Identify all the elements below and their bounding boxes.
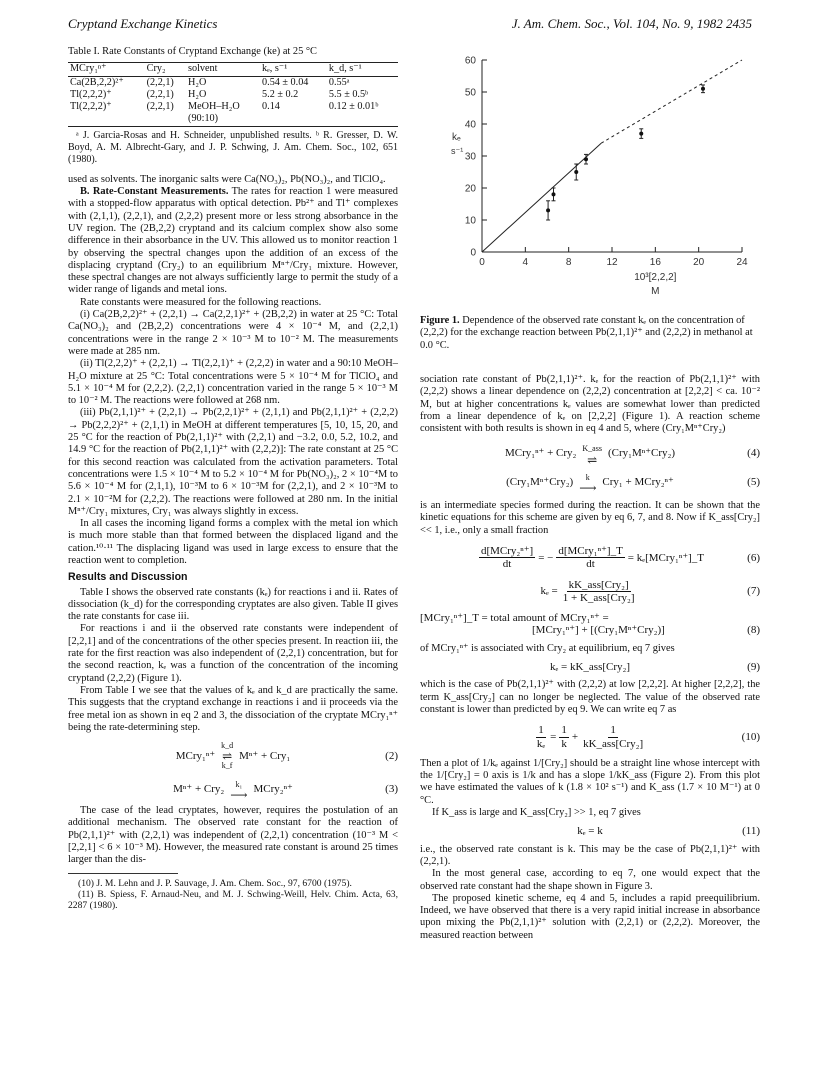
paragraph: (i) Ca(2B,2,2)²⁺ + (2,2,1) → Ca(2,2,1)²⁺ + (2B,2,2) in water at 25 °C: Total Ca(NO₃)₂ and (2B,2,2) concentrations were 4 × 10⁻⁴ M, and (2,2,1) concentrations were in the range 2 × 10⁻³ M to 10⁻² M. The measurements were made at 285 nm.: [68, 309, 398, 357]
eq-line: [MCry₁ⁿ⁺]_T = total amount of MCry₁ⁿ⁺ =: [420, 612, 609, 625]
denominator: k: [561, 737, 567, 750]
denominator: kₑ: [536, 737, 546, 750]
paragraph: For reactions i and ii the observed rate constants were independent of [2,2,1] and of the concentrations of the other species present. In reaction iii, the rate for the first reaction was also independent of (2,2,1) concentration, but for the second reaction, kₑ was a function of the concentration of the incoming cryptand (2,2,2) (Figure 1).: [68, 623, 398, 684]
linear-fit-line: [482, 143, 601, 252]
eq-term: MCry₂ⁿ⁺: [253, 782, 293, 795]
eq-term: = kₑ[MCry₁ⁿ⁺]_T: [627, 551, 705, 564]
paragraph: Table I shows the observed rate constants (kₑ) for reactions i and ii. Rates of dissociation (k_d) for the corresponding cryptates are also given. Table II gives the rate constants for case iii.: [68, 586, 398, 623]
paragraph: is an intermediate species formed during the reaction. It can be shown that the kinetic equations for this scheme are given by eq 6, 7, and 8. Now if K_ass[Cry₂] << 1, i.e., only a small fraction: [420, 500, 760, 536]
y-tick-label: 60: [464, 55, 476, 67]
reference: (10) J. M. Lehn and J. P. Sauvage, J. Am. Chem. Soc., 97, 6700 (1975).: [78, 877, 352, 889]
figure-1-plot: [420, 48, 760, 310]
rate-label: k: [585, 472, 590, 482]
equation-number: (10): [741, 730, 760, 743]
paragraph: i.e., the observed rate constant is k. This may be the case of Pb(2,1,1)²⁺ with (2,2,1).: [420, 843, 760, 867]
subsection-heading: B. Rate-Constant Measurements.: [80, 186, 229, 198]
denominator: dt: [502, 558, 512, 571]
paragraph: In the most general case, according to eq 7, one would expect that the observed rate constant had the shape shown in Figure 3.: [420, 868, 760, 892]
equation-10: [420, 724, 760, 750]
data-point: [701, 87, 705, 91]
table-cell: (2,2,1): [146, 101, 174, 113]
denominator: 1 + K_ass[Cry₂]: [562, 591, 635, 604]
running-header-left: Cryptand Exchange Kinetics: [68, 16, 218, 31]
paragraph: (ii) Tl(2,2,2)⁺ + (2,2,1) → Tl(2,2,1)⁺ + (2,2,2) in water and a 90:10 MeOH–H₂O mixture at 25 °C: Total concentrations were 5 × 10⁻⁴ M for TlClO₄ and 5.1 × 10⁻⁴ M for (2,2,2). (2,2,1) concentration varied in the range 5 × 10⁻³ M to 10⁻² M. The reactions were followed at 268 nm.: [68, 358, 398, 407]
eq-term: MCry₁ⁿ⁺ + Cry₂: [504, 447, 577, 460]
eq-term: +: [571, 730, 579, 743]
section-heading: Results and Discussion: [68, 571, 188, 584]
eq-term: (Cry₁Mⁿ⁺Cry₂): [506, 475, 574, 488]
fraction: [559, 724, 569, 750]
rate-constants-table: [68, 62, 398, 126]
data-point: [584, 157, 588, 161]
equation-9: [420, 661, 760, 673]
table-cell: 5.5 ± 0.5ᵇ: [328, 88, 369, 100]
eq-term: Mⁿ⁺ + Cry₂: [173, 782, 225, 795]
eq-term: Cry₁ + MCry₂ⁿ⁺: [602, 475, 674, 488]
equation-8: [420, 612, 760, 637]
table-header-cell: MCry₁ⁿ⁺: [70, 63, 107, 75]
equation-number: (6): [747, 551, 760, 564]
table-header-cell: Cry₂: [146, 63, 166, 75]
equation-2: [68, 740, 398, 773]
equation-number: (8): [747, 624, 760, 637]
rate-label: K_ass: [582, 444, 602, 454]
table-cell: 0.12 ± 0.01ᵇ: [328, 101, 379, 113]
table-cell: Ca(2B,2,2)²⁺: [70, 76, 124, 88]
table-row: [68, 76, 398, 89]
rate-label: k_d: [221, 741, 234, 751]
paragraph: [68, 186, 398, 297]
table-cell: H₂O: [188, 88, 207, 100]
x-tick-label: 24: [736, 257, 748, 268]
equation-5: [420, 472, 760, 496]
numerator: d[MCry₂ⁿ⁺]: [480, 544, 534, 557]
paragraph: used as solvents. The inorganic salts were Ca(NO₃)₂, Pb(NO₃)₂, and TlClO₄.: [68, 173, 386, 185]
numerator: 1: [561, 724, 567, 737]
fraction: [561, 579, 637, 605]
extrapolated-fit-line: [601, 60, 742, 143]
numerator: 1: [610, 724, 616, 737]
y-tick-label: 0: [470, 247, 476, 259]
paragraph: The proposed kinetic scheme, eq 4 and 5, includes a rapid preequilibrium. Indeed, we have observed that there is a very rapid initial increase in absorbance upon mixing the Pb(2,1,1)²⁺ solution with (2,2,1) or (2,2,2). Moreover, the measured reaction between: [420, 892, 760, 941]
equilibrium-arrow: k_d ⇌ k_f: [221, 740, 233, 773]
footnote-divider: [68, 873, 178, 874]
equation-number: (2): [385, 750, 398, 763]
paragraph: sociation rate constant of Pb(2,1,1)²⁺. kₑ for the reaction of Pb(2,1,1)²⁺ with (2,2,2) shows a linear dependence on (2,2,2) concentration at [2,2,2] < ca. 10⁻² M, but at higher concentrations kₑ values are somewhat lower than predicted from a linear dependence of kₑ on [2,2,2] (Figure 1). A reaction scheme consistent with both results is shown in eq 4 and 5, where (Cry₁Mⁿ⁺Cry₂): [420, 374, 760, 435]
fraction: [535, 724, 547, 750]
paragraph: From Table I we see that the values of kₑ and k_d are practically the same. This suggests that the cryptand exchange in reactions i and ii proceeds via the free metal ion as shown in eq 2 and 3, the dissociation of the cryptate MCry₁ⁿ⁺ being the rate-determining step.: [68, 684, 398, 733]
y-tick-label: 50: [464, 87, 476, 99]
reference: (11) B. Spiess, F. Arnaud-Neu, and M. J. Schwing-Weill, Helv. Chim. Acta, 63, 2287 (1980).: [68, 888, 398, 912]
table-cell: (2,2,1): [146, 88, 174, 100]
eq-term: MCry₁ⁿ⁺: [175, 750, 216, 763]
x-axis-label: 10³[2,2,2]: [634, 272, 677, 283]
figure-caption: [420, 315, 760, 352]
table-row: [68, 89, 398, 101]
y-tick-label: 20: [464, 183, 476, 195]
x-tick-label: 20: [693, 257, 705, 268]
table-cell: Tl(2,2,2)⁺: [70, 101, 112, 113]
equation-number: (11): [742, 825, 760, 838]
table-cell: 0.54 ± 0.04: [262, 76, 309, 88]
x-tick-label: 0: [479, 257, 485, 268]
eq-term: Mⁿ⁺ + Cry₁: [239, 750, 291, 763]
eq-term: =: [550, 730, 557, 743]
fraction: [581, 724, 645, 750]
table-cell: 5.2 ± 0.2: [262, 88, 299, 100]
denominator: dt: [586, 558, 595, 571]
data-point: [639, 132, 643, 136]
equation-7: [420, 579, 760, 605]
references: [68, 878, 398, 912]
equation-number: (9): [747, 661, 760, 674]
equilibrium-arrow: K_ass ⇌: [582, 444, 602, 467]
equation-11: [420, 825, 760, 837]
eq-term: kₑ = k: [577, 825, 603, 838]
eq-line: [MCry₁ⁿ⁺] + [(Cry₁Mⁿ⁺Cry₂)]: [532, 624, 665, 637]
table-cell: H₂O: [188, 76, 207, 88]
paragraph: Rate constants were measured for the following reactions.: [80, 296, 322, 308]
equation-3: [68, 779, 398, 803]
x-tick-label: 12: [606, 257, 618, 268]
reaction-arrow: k₁ ⟶: [230, 779, 248, 803]
equation-4: [420, 443, 760, 467]
denominator: kK_ass[Cry₂]: [583, 737, 644, 750]
table-header-cell: solvent: [188, 63, 218, 75]
paragraph: (iii) Pb(2,1,1)²⁺ + (2,2,1) → Pb(2,2,1)²⁺ + (2,1,1) and Pb(2,1,1)²⁺ + (2,2,2) → Pb(2,2,2)²⁺ + (2,1,1) in MeOH at different temperatures [5, 10, 15, 20, and 25 °C for the reaction of Pb(2,1,1)²⁺ with (2,2,1) and −3.2, 0.0, 5.2, 10.2, and 14.9 °C for the reaction of Pb(2,1,1)²⁺ with (2,2,2)]: The rate constant at 25 °C for this second reaction was calculated from the activation parameters. Total concentrations were 1.5 × 10⁻⁴ M to 5.2 × 10⁻⁴ M for Pb(NO₃)₂, 2 × 10⁻⁴M to 5.6 × 10⁻⁴ M for (2,1,1), 10⁻³M to 6 × 10⁻³M for (2,2,1), and 2 × 10⁻³M to 2.1 × 10⁻²M for (2,2,2). The reactions were followed at 280 nm. In the initial Mⁿ⁺/Cry₁ mixtures, Cry₁ was always slightly in excess.: [68, 407, 398, 517]
y-tick-label: 30: [464, 151, 476, 163]
paragraph: If K_ass is large and K_ass[Cry₂] >> 1, eq 7 gives: [432, 807, 641, 819]
paragraph-text: The rates for reaction 1 were measured with a stopped-flow apparatus with optical detection. Pb²⁺ and Tl⁺ complexes with (2,1,1), (2,2,1), and (2,2,2) present more or less strong absorbance in the UV region. The (2B,2,2) cryptand and its calcium complex show also some difference in their absorbance in the UV. This allowed us to monitor reaction 1 by observing the spectral changes upon the addition of an excess of the displacing cryptand (Cry₂) to an equilibrium Mⁿ⁺/Cry₁ mixture. However, these spectral changes are not always sufficiently large to permit the study of a wider range of ligands and metal ions.: [68, 186, 398, 296]
y-tick-label: 40: [464, 119, 476, 131]
rate-label: k₁: [235, 779, 243, 789]
x-tick-label: 4: [522, 257, 529, 268]
table-header-cell: kₑ, s⁻¹: [262, 63, 288, 75]
right-column: [420, 374, 760, 942]
y-axis-label: kₑ: [452, 132, 461, 143]
table-caption: Table I. Rate Constants of Cryptand Exchange (ke) at 25 °C: [68, 46, 317, 57]
table-cell: 0.14: [262, 101, 280, 113]
eq-term: kₑ = kK_ass[Cry₂]: [549, 661, 631, 674]
numerator: 1: [538, 724, 544, 737]
data-point: [574, 170, 578, 174]
table-cell: 0.55ᵃ: [328, 76, 350, 88]
equation-number: (4): [747, 447, 760, 460]
table-cell: (2,2,1): [146, 76, 174, 88]
x-axis-unit: M: [651, 286, 660, 297]
data-point: [546, 208, 550, 212]
running-header-right: J. Am. Chem. Soc., Vol. 104, No. 9, 1982 2435: [511, 16, 752, 31]
left-column: [68, 46, 398, 912]
paragraph: of MCry₁ⁿ⁺ is associated with Cry₂ at equilibrium, eq 7 gives: [420, 642, 675, 654]
equation-6: [420, 545, 760, 571]
eq-term: kₑ =: [540, 585, 558, 598]
table-row: [68, 101, 398, 126]
x-tick-label: 16: [649, 257, 661, 268]
fraction: [479, 545, 535, 571]
paragraph: which is the case of Pb(2,1,1)²⁺ with (2,2,2) at low [2,2,2]. At higher [2,2,2], the term K_ass[Cry₂] can no longer be neglected. The value of the observed rate constant is lower than predicted by eq 9. We can write eq 7 as: [420, 679, 760, 715]
equation-number: (3): [385, 782, 398, 795]
data-point: [552, 192, 556, 196]
table-header-row: [68, 63, 398, 76]
y-axis-unit: s⁻¹: [451, 146, 464, 156]
fraction: [556, 545, 624, 571]
y-tick-label: 10: [464, 215, 476, 227]
equation-number: (5): [747, 475, 760, 488]
paragraph: The case of the lead cryptates, however, requires the postulation of an additional mechanism. The observed rate constant for the reaction of Pb(2,1,1)²⁺ with (2,2,1) was independent of (2,2,1) concentration (10⁻³ M < [2,2,1] < 6 × 10⁻³ M). However, the measured rate constant is around 25 times larger than the dis-: [68, 805, 398, 866]
rate-label: k_f: [221, 761, 233, 771]
table-footnote: ᵃ J. Garcia-Rosas and H. Schneider, unpublished results. ᵇ R. Gresser, D. W. Boyd, A. M. Albrecht-Gary, and J. P. Schwing, J. Am. Chem. Soc., 102, 651 (1980).: [68, 129, 398, 165]
figure-1: [420, 48, 760, 352]
equation-number: (7): [747, 585, 760, 598]
paragraph: In all cases the incoming ligand forms a complex with the metal ion which is much more stable than that formed between the displaced ligand and the cation.¹⁰·¹¹ The displacing ligand was used in large excess to ensure that the reaction went to completion.: [68, 518, 398, 566]
reaction-arrow: k ⟶: [579, 472, 597, 496]
table-cell: Tl(2,2,2)⁺: [70, 88, 112, 100]
x-tick-label: 8: [565, 257, 572, 268]
eq-term: = −: [538, 551, 554, 564]
table-header-cell: k_d, s⁻¹: [328, 63, 362, 75]
figure-caption-text: Dependence of the observed rate constant kₑ on the concentration of (2,2,2) for the exchange reaction between Pb(2,1,1)²⁺ and (2,2,2) in methanol at 0.0 °C.: [420, 315, 753, 351]
figure-label: Figure 1.: [420, 315, 460, 326]
paragraph: Then a plot of 1/kₑ against 1/[Cry₂] should be a straight line whose intercept with the 1/[Cry₂] = 0 axis is 1/k and has a slope 1/kK_ass (Figure 2). From this plot we have estimated the values of k (1.8 × 10² s⁻¹) and K_ass (1.7 × 10 M⁻¹) at 0 °C.: [420, 757, 760, 806]
table-cell: MeOH–H₂O (90:10): [188, 101, 240, 125]
eq-term: (Cry₁Mⁿ⁺Cry₂): [607, 447, 676, 460]
numerator: d[MCry₁ⁿ⁺]_T: [558, 544, 623, 557]
numerator: kK_ass[Cry₂]: [568, 578, 629, 591]
